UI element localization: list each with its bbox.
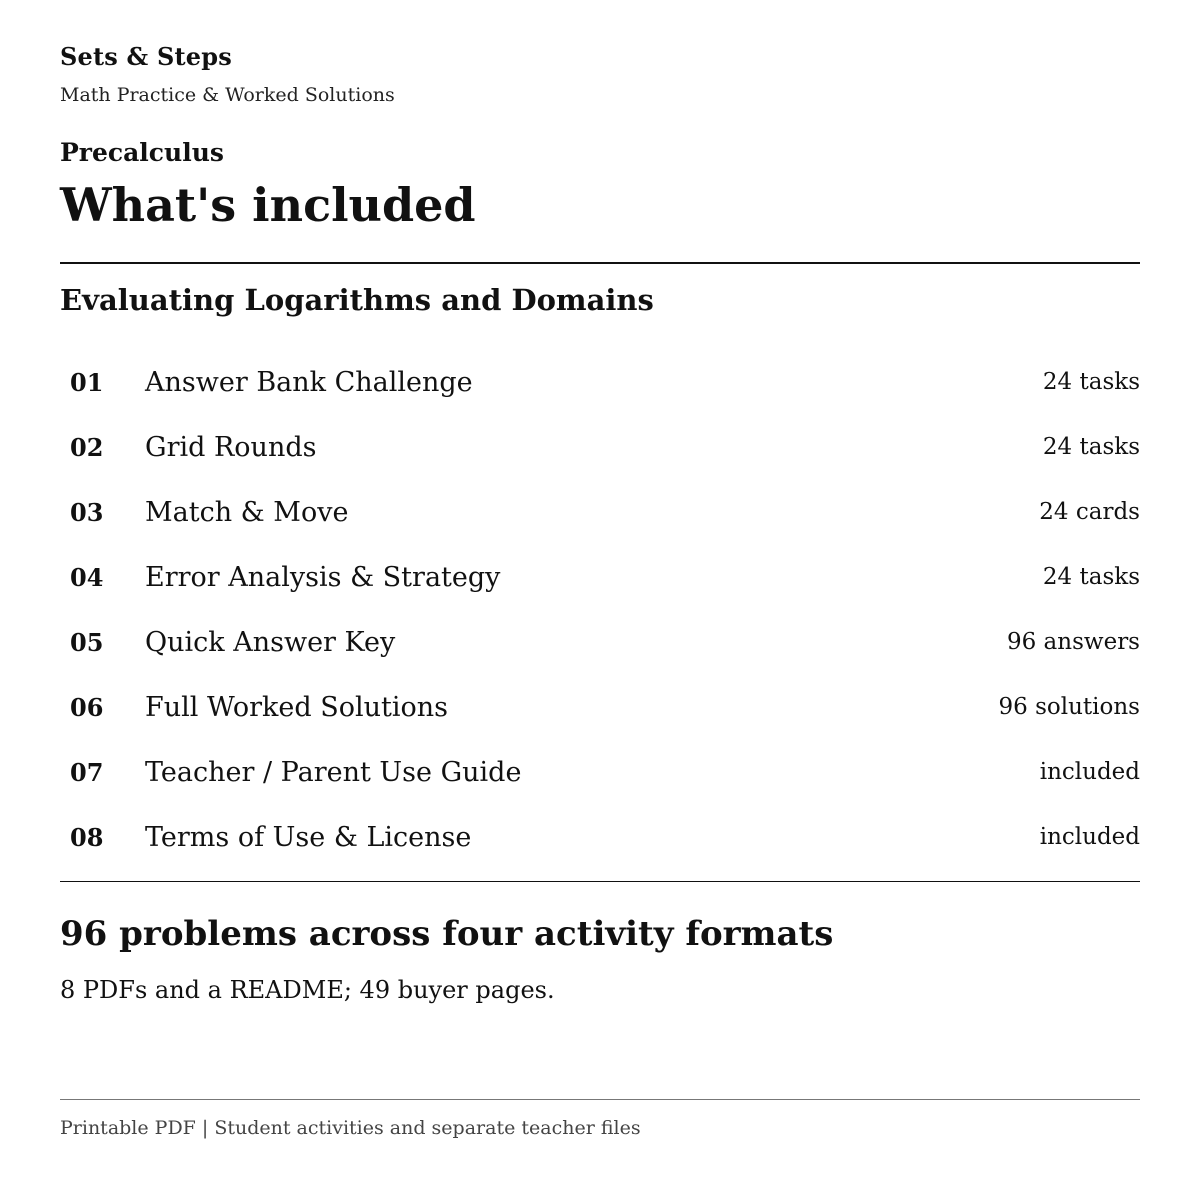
item-label: Teacher / Parent Use Guide <box>145 757 522 788</box>
item-count: 24 tasks <box>1042 564 1140 590</box>
list-item <box>60 612 1140 677</box>
item-number: 07 <box>70 758 104 787</box>
list-item <box>60 547 1140 612</box>
item-label: Error Analysis & Strategy <box>145 562 501 593</box>
footer-divider <box>60 1099 1140 1100</box>
item-label: Answer Bank Challenge <box>145 367 473 398</box>
list-item <box>60 807 1140 872</box>
item-label: Grid Rounds <box>145 432 317 463</box>
item-label: Full Worked Solutions <box>145 692 449 723</box>
section-title: Evaluating Logarithms and Domains <box>60 283 654 317</box>
item-count: 24 tasks <box>1042 434 1140 460</box>
brand-name: Sets & Steps <box>60 42 232 71</box>
list-item <box>60 677 1140 742</box>
subject-label: Precalculus <box>60 138 224 167</box>
item-number: 01 <box>70 368 104 397</box>
item-number: 06 <box>70 693 104 722</box>
list-item <box>60 417 1140 482</box>
page-title: What's included <box>60 178 476 232</box>
item-label: Match & Move <box>145 497 349 528</box>
contents-divider <box>60 881 1140 882</box>
item-count: 24 tasks <box>1042 369 1140 395</box>
item-count: 96 solutions <box>998 694 1140 720</box>
brand-tagline: Math Practice & Worked Solutions <box>60 84 395 106</box>
item-number: 02 <box>70 433 104 462</box>
item-count: included <box>1039 759 1140 785</box>
header-divider <box>60 262 1140 264</box>
item-label: Terms of Use & License <box>145 822 472 853</box>
item-number: 05 <box>70 628 104 657</box>
item-number: 04 <box>70 563 104 592</box>
product-page <box>60 0 1140 1200</box>
summary-title: 96 problems across four activity formats <box>60 914 834 954</box>
list-item <box>60 352 1140 417</box>
item-count: 24 cards <box>1039 499 1140 525</box>
list-item <box>60 482 1140 547</box>
contents-list <box>60 352 1140 872</box>
item-number: 03 <box>70 498 104 527</box>
item-count: 96 answers <box>1006 629 1140 655</box>
footer-text: Printable PDF | Student activities and separate teacher files <box>60 1117 641 1139</box>
item-count: included <box>1039 824 1140 850</box>
item-label: Quick Answer Key <box>145 627 396 658</box>
list-item <box>60 742 1140 807</box>
item-number: 08 <box>70 823 104 852</box>
summary-text: 8 PDFs and a README; 49 buyer pages. <box>60 976 555 1004</box>
